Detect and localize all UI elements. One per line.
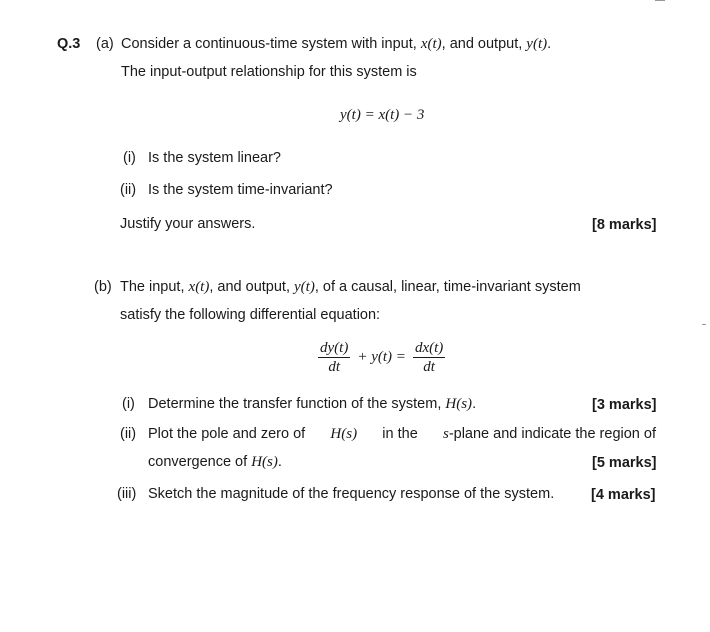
scan-edge-mark-top — [655, 0, 665, 1]
part-b-item-2-marks: [5 marks] — [592, 455, 657, 471]
part-b-intro-line1 — [120, 279, 581, 296]
part-b-equation — [318, 340, 445, 375]
part-b-intro-mid: , and output, — [209, 279, 290, 295]
part-a-marks: [8 marks] — [592, 217, 657, 233]
item-2-t3: -plane and indicate the region of — [448, 426, 656, 442]
item-2-line2-end: . — [277, 454, 282, 470]
part-a-intro-pre: Consider a continuous-time system with input, — [121, 36, 417, 52]
item-2-line2-pre: convergence of — [148, 454, 248, 470]
question-number: Q.3 — [57, 36, 81, 52]
rhs-denominator: dt — [423, 359, 435, 375]
item-1-text-end: . — [472, 396, 477, 412]
part-a-justify: Justify your answers. — [120, 216, 256, 232]
part-b-item-3-marks: [4 marks] — [591, 487, 656, 503]
lhs-fraction — [318, 340, 350, 375]
part-a-item-2-label: (ii) — [120, 182, 137, 198]
equation-middle: + y(t) = — [357, 349, 406, 366]
part-b-item-2-label: (ii) — [120, 426, 137, 442]
part-a-label: (a) — [96, 36, 114, 52]
item-2-t1: Plot the pole and zero of — [148, 426, 306, 442]
item-2-symbol-h: H(s) — [330, 426, 358, 442]
part-b-item-3-label: (iii) — [117, 486, 137, 502]
part-b-intro-line2: satisfy the following differential equation: — [120, 307, 381, 323]
lhs-denominator: dt — [328, 359, 340, 375]
part-a-intro-line1 — [121, 36, 551, 53]
part-a-input-symbol: x(t) — [420, 36, 442, 52]
part-b-intro-pre: The input, — [120, 279, 185, 295]
rhs-numerator: dx(t) — [414, 340, 444, 356]
part-b-item-1-text — [148, 396, 476, 413]
item-2-line2-symbol: H(s) — [251, 454, 278, 470]
scan-edge-mark-right — [702, 324, 706, 325]
part-b-intro-end: , of a causal, linear, time-invariant system — [314, 279, 581, 295]
part-b-item-2-line2 — [148, 454, 282, 471]
item-2-t2: in the — [382, 426, 418, 442]
part-a-intro-mid: , and output, — [441, 36, 523, 52]
part-b-input-symbol: x(t) — [188, 279, 210, 295]
item-1-symbol: H(s) — [445, 396, 473, 412]
part-a-equation: y(t) = x(t) − 3 — [340, 107, 425, 123]
part-b-item-3-text: Sketch the magnitude of the frequency response of the system. — [148, 486, 555, 502]
part-b-item-2-text — [148, 426, 656, 443]
part-a-output-symbol: y(t) — [526, 36, 548, 52]
rhs-fraction — [413, 340, 445, 375]
part-b-label: (b) — [94, 279, 112, 295]
part-a-intro-line2: The input-output relationship for this system is — [121, 64, 417, 80]
part-a-intro-end: . — [547, 36, 552, 52]
lhs-numerator: dy(t) — [320, 340, 349, 356]
part-a-item-2-text: Is the system time-invariant? — [148, 182, 333, 198]
part-b-item-1-label: (i) — [122, 396, 135, 412]
part-b-item-1-marks: [3 marks] — [592, 397, 657, 413]
item-2-symbol-s: s — [442, 426, 449, 442]
part-b-output-symbol: y(t) — [294, 279, 315, 295]
item-1-text-pre: Determine the transfer function of the system, — [148, 396, 442, 412]
part-a-item-1-text: Is the system linear? — [148, 150, 281, 166]
part-a-item-1-label: (i) — [123, 150, 136, 166]
